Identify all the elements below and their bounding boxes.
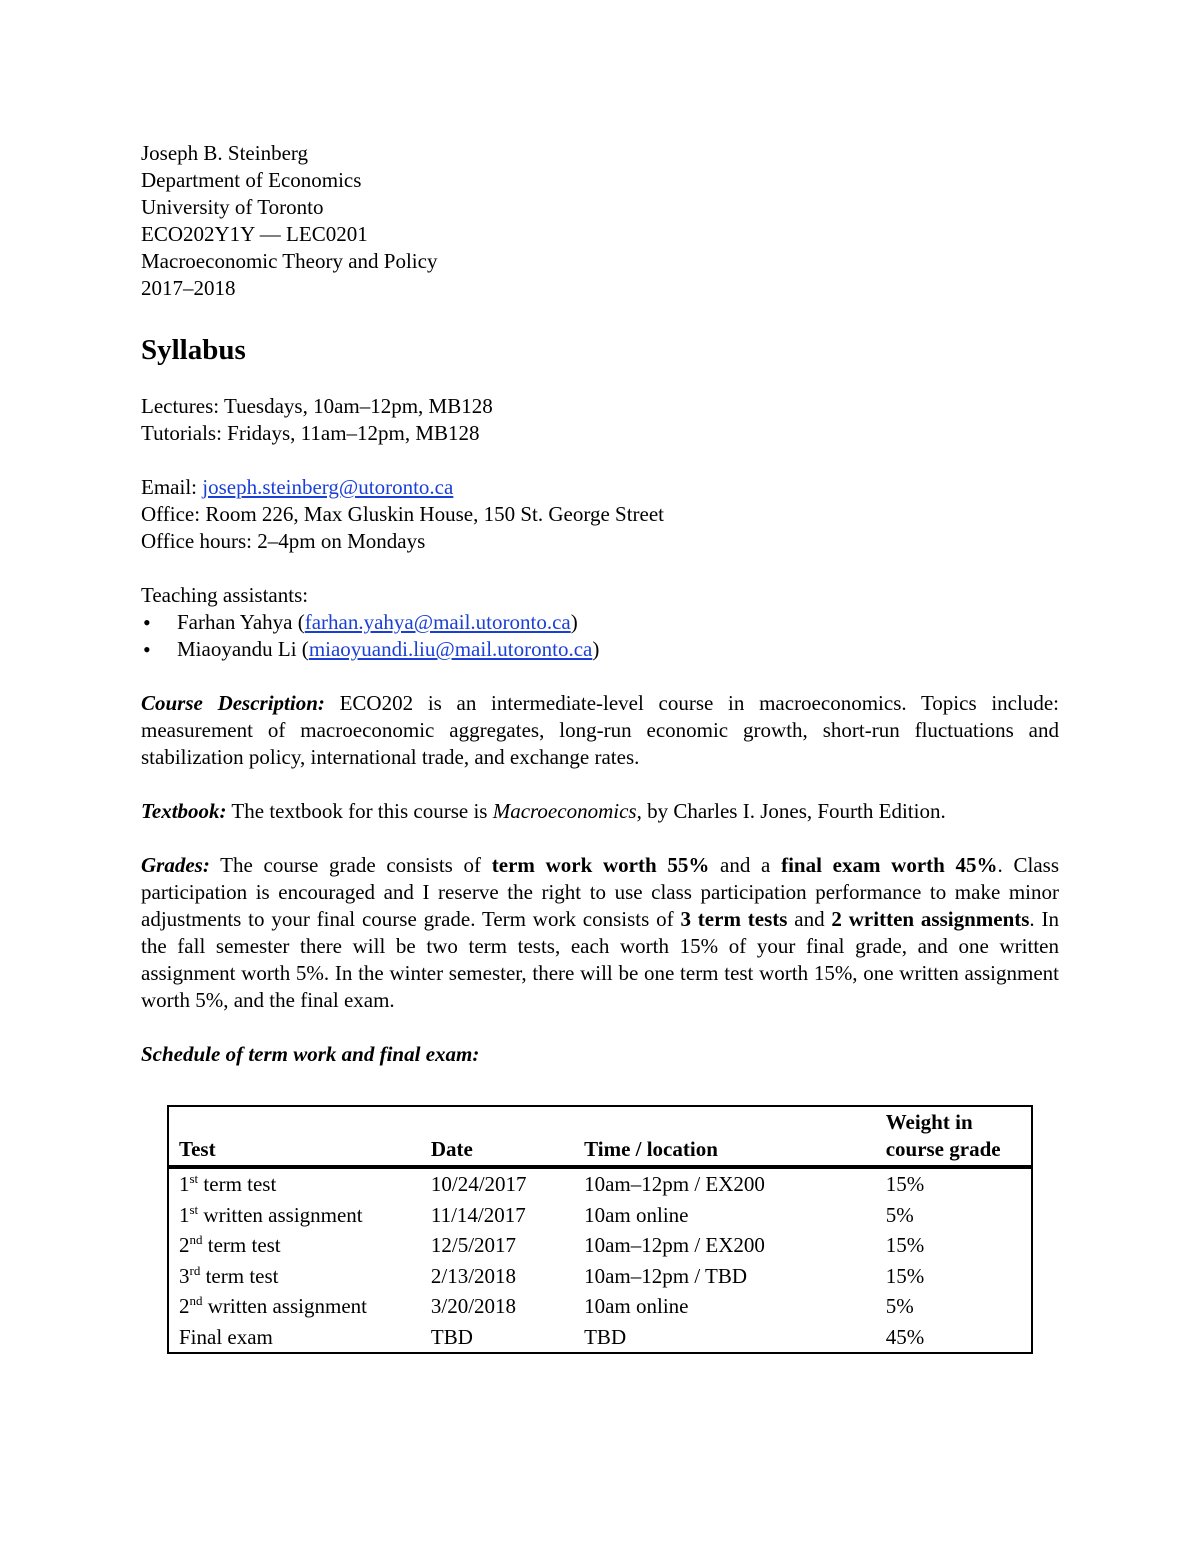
cell-date: 12/5/2017 — [430, 1233, 517, 1257]
textbook-text: The textbook for this course is — [226, 799, 493, 823]
course-code: ECO202Y1Y — LEC0201 — [141, 222, 368, 246]
tutorials-info: Tutorials: Fridays, 11am–12pm, MB128 — [141, 421, 480, 445]
ta-paren: ) — [592, 637, 600, 661]
ta-item — [141, 636, 1059, 663]
ta-name: Miaoyandu Li ( — [177, 637, 309, 661]
ta-list — [141, 609, 1059, 663]
document-content — [141, 140, 1059, 1068]
grades-text: . Class participation is encouraged and I reserve the right to use class participation performance to make minor adjustments to your final course grade. Term work consists of — [141, 853, 1059, 931]
cell-date: 10/24/2017 — [430, 1172, 527, 1196]
grades-text: The course grade consists of — [209, 853, 492, 877]
email-link[interactable]: joseph.steinberg@utoronto.ca — [202, 475, 454, 499]
course-title: Macroeconomic Theory and Policy — [141, 249, 438, 273]
cell-test: 1st term test — [179, 1171, 277, 1196]
textbook-label: Textbook: — [141, 799, 227, 823]
textbook-text-end: , by Charles I. Jones, Fourth Edition. — [636, 799, 946, 823]
textbook-title: Macroeconomics — [492, 799, 637, 823]
academic-year: 2017–2018 — [141, 276, 236, 300]
cell-weight: 5% — [885, 1202, 914, 1227]
cell-weight: 5% — [885, 1294, 914, 1318]
table-row — [168, 1230, 1032, 1261]
cell-weight: 45% — [885, 1324, 925, 1349]
cell-test: 2nd term test — [179, 1232, 281, 1257]
cell-time: 10am–12pm / TBD — [584, 1263, 748, 1288]
cell-date: TBD — [430, 1324, 473, 1349]
ta-heading: Teaching assistants: — [141, 583, 309, 607]
ta-name: Farhan Yahya ( — [177, 610, 305, 634]
table-row — [168, 1261, 1032, 1292]
cell-test: 1st written assignment — [179, 1201, 363, 1227]
ta-email-link[interactable]: miaoyuandi.liu@mail.utoronto.ca — [308, 637, 593, 661]
cell-weight: 15% — [885, 1233, 925, 1257]
column-header-date: Date — [430, 1137, 473, 1161]
page-title: Syllabus — [141, 334, 246, 366]
ta-item — [141, 609, 1059, 636]
cell-test: 2nd written assignment — [179, 1293, 367, 1318]
table-row — [168, 1200, 1032, 1231]
textbook-paragraph — [141, 798, 1059, 825]
author-name: Joseph B. Steinberg — [141, 141, 309, 165]
table-row — [168, 1291, 1032, 1322]
grades-label: Grades: — [141, 853, 210, 877]
cell-weight: 15% — [885, 1172, 925, 1196]
schedule-table — [167, 1105, 1033, 1354]
grades-text: and a — [709, 853, 782, 877]
lectures-info: Lectures: Tuesdays, 10am–12pm, MB128 — [141, 394, 493, 418]
cell-date: 11/14/2017 — [430, 1202, 526, 1227]
email-label: Email: — [141, 475, 203, 499]
grades-paragraph — [141, 852, 1059, 1014]
cell-time: 10am online — [584, 1202, 689, 1227]
cell-time: TBD — [584, 1324, 627, 1349]
table-row — [168, 1322, 1032, 1354]
grades-emphasis: final exam worth 45% — [781, 853, 998, 877]
ta-paren: ) — [570, 610, 578, 634]
university: University of Toronto — [141, 195, 324, 219]
department: Department of Economics — [141, 168, 362, 192]
cell-date: 3/20/2018 — [430, 1294, 517, 1318]
grades-emphasis: term work worth 55% — [491, 853, 710, 877]
table-row — [168, 1167, 1032, 1200]
grades-text: . In the fall semester there will be two term tests, each worth 15% of your final grade, and one written assignment worth 5%. In the winter semester, there will be one term test worth 15%, one written assignment worth 5%, and the final exam. — [141, 907, 1059, 1012]
office-hours: Office hours: 2–4pm on Mondays — [141, 529, 426, 553]
cell-time: 10am–12pm / EX200 — [584, 1233, 765, 1257]
grades-emphasis: 2 written assignments — [831, 907, 1030, 931]
description-text: ECO202 is an intermediate-level course in macroeconomics. Topics include: measurement of macroeconomic aggregates, long-run economic growth, short-run fluctuations and stabilization policy, international trade, and exchange rates. — [141, 691, 1059, 769]
column-header-test: Test — [179, 1137, 216, 1161]
column-header-weight: Weight in course grade — [885, 1110, 1001, 1161]
description-label: Course Description: — [141, 691, 325, 715]
email-line — [141, 474, 1059, 501]
course-description — [141, 690, 1059, 771]
office-info: Office: Room 226, Max Gluskin House, 150 St. George Street — [141, 502, 665, 526]
cell-time: 10am online — [584, 1294, 689, 1318]
ta-email-link[interactable]: farhan.yahya@mail.utoronto.ca — [304, 610, 571, 634]
cell-date: 2/13/2018 — [430, 1263, 517, 1288]
cell-time: 10am–12pm / EX200 — [584, 1172, 765, 1196]
column-header-time: Time / location — [584, 1137, 718, 1161]
grades-text: and — [787, 907, 832, 931]
grades-emphasis: 3 term tests — [680, 907, 788, 931]
table-header-row — [168, 1106, 1032, 1167]
cell-weight: 15% — [885, 1263, 925, 1288]
cell-test: Final exam — [179, 1324, 273, 1349]
cell-test: 3rd term test — [179, 1262, 279, 1288]
schedule-heading: Schedule of term work and final exam: — [141, 1042, 480, 1066]
